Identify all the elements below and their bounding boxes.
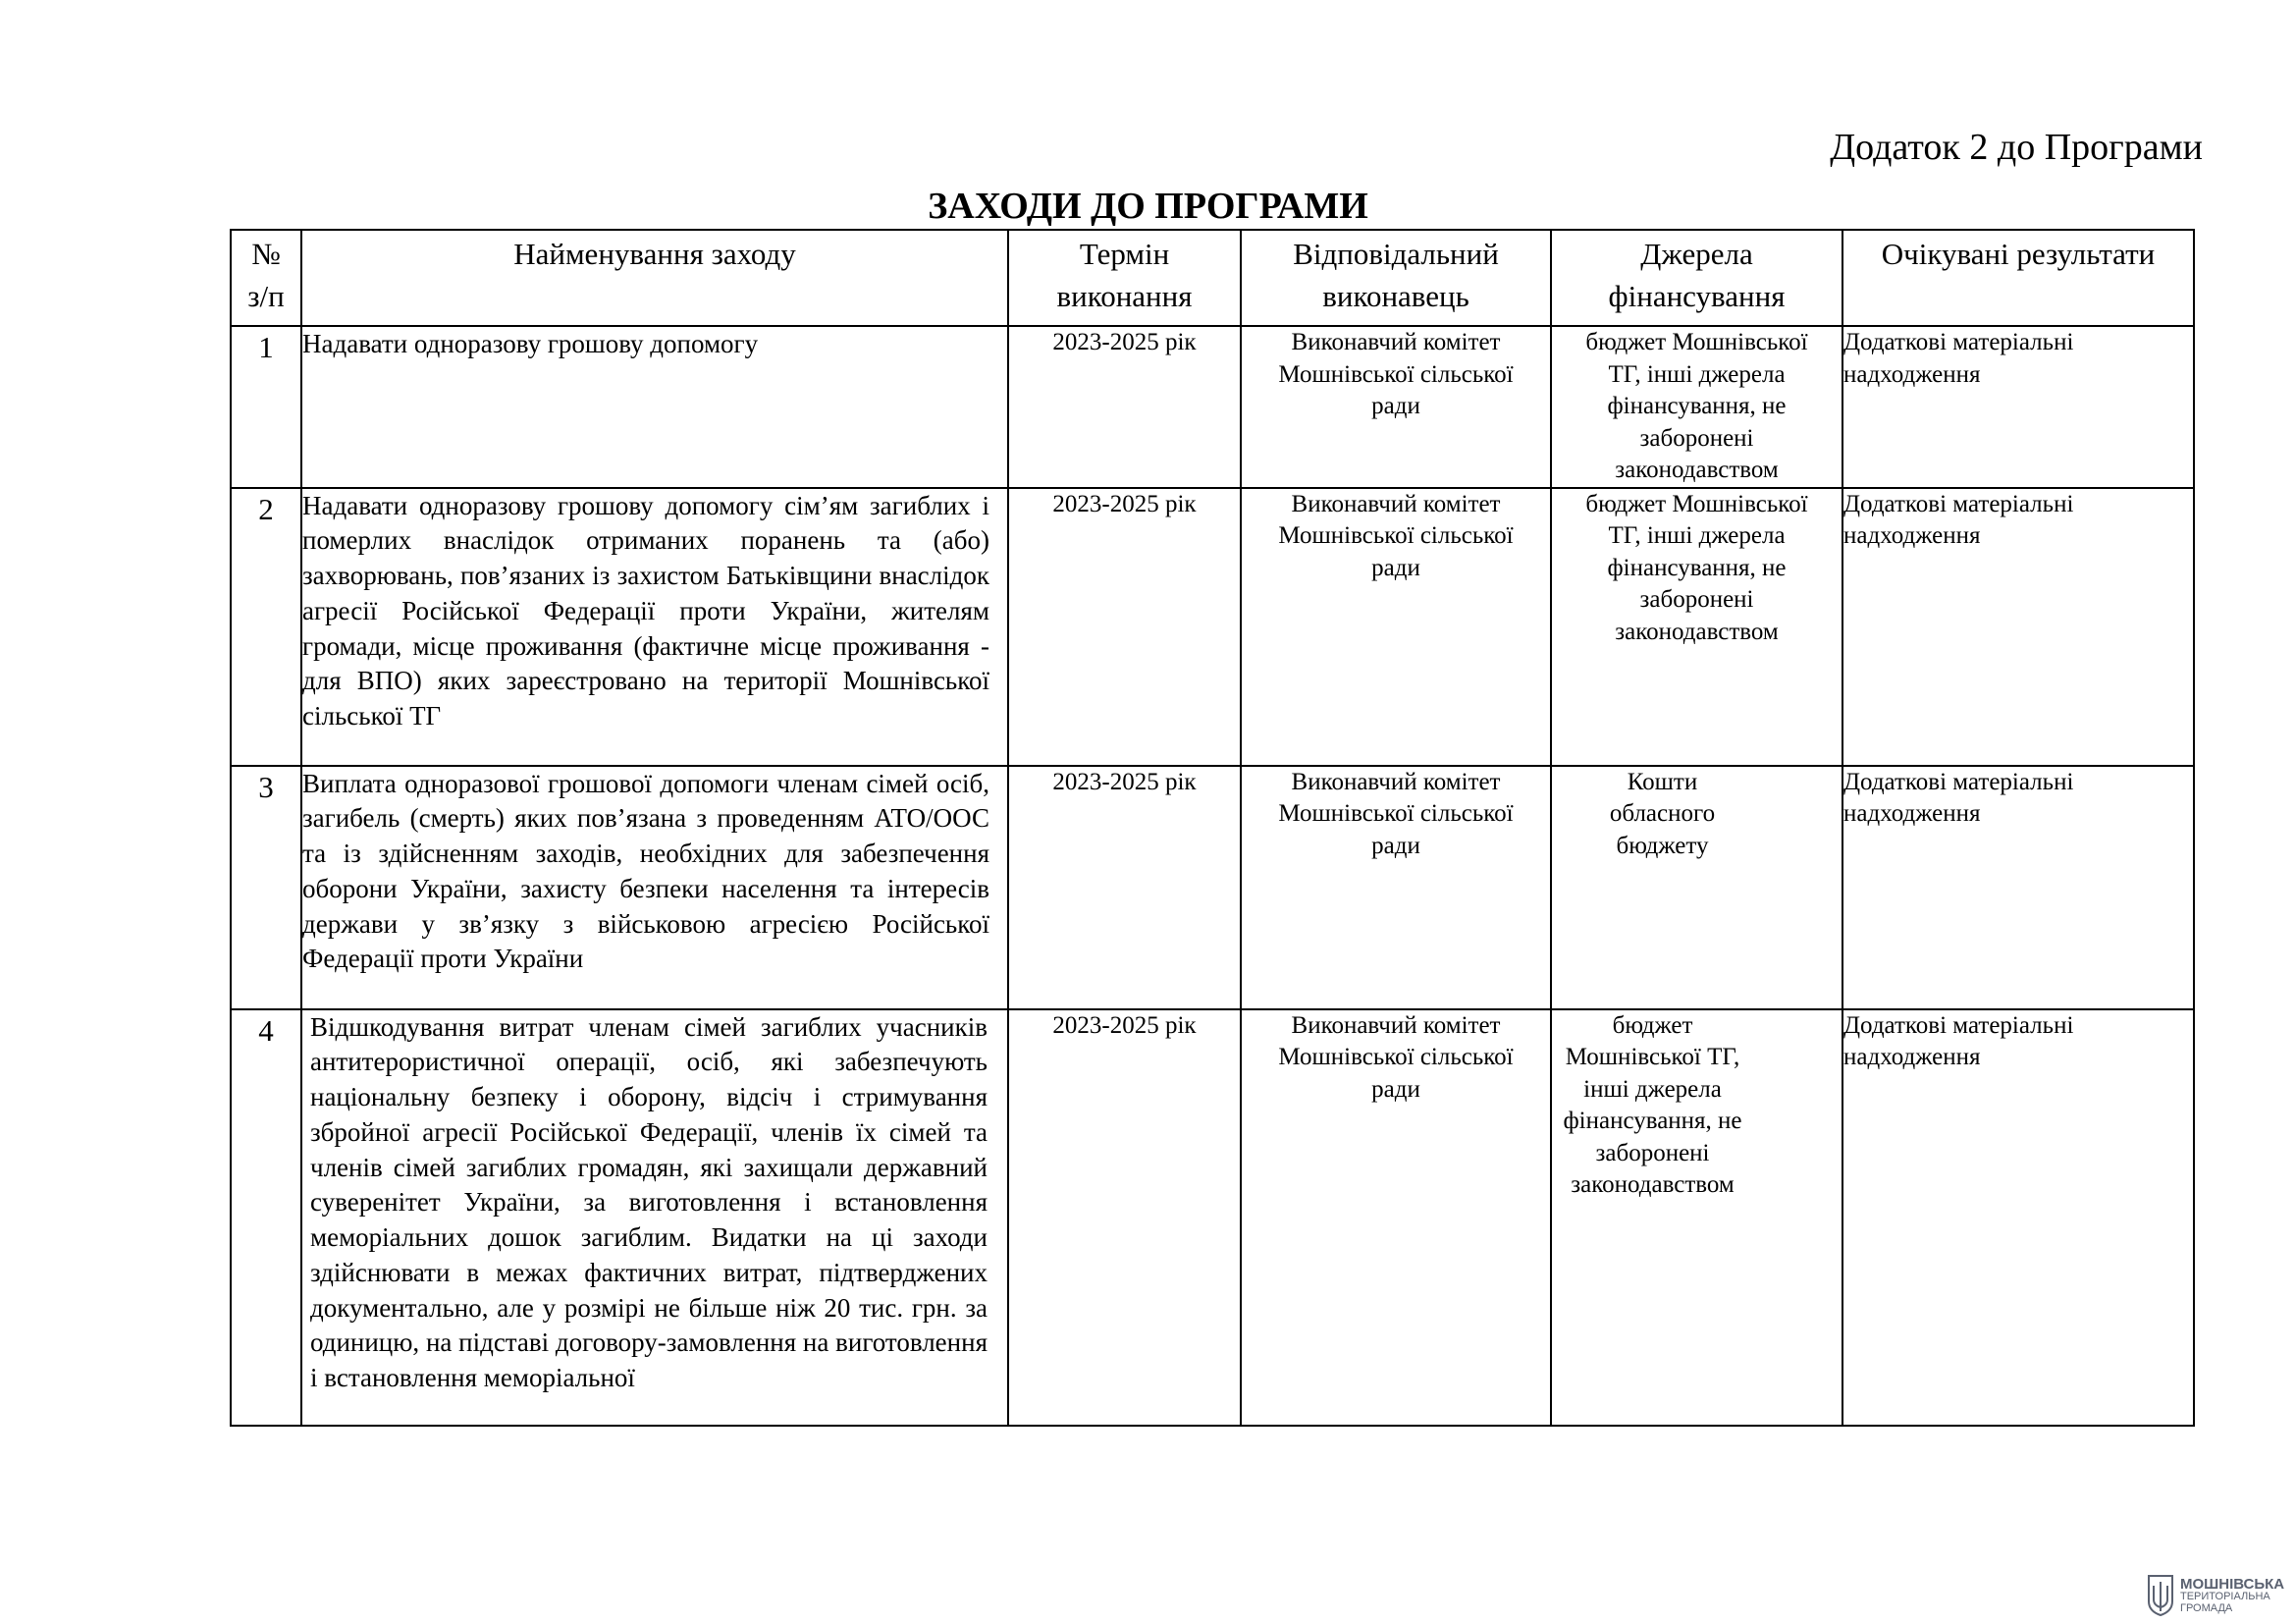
measure-name: Надавати одноразову грошову допомогу сім’ям загиблих і померлих внаслідок отриманих поранень та (або) захворювань, пов’язаних із захистом Батьківщини внаслідок агресії Російської Федерації проти України, жителям громади, місце проживання (фактичне місце проживання - для ВПО) яких зареєстровано на території Мошнівської сільської ТГ — [301, 488, 1008, 766]
header-measure-name: Найменування заходу — [301, 230, 1008, 326]
term-value: 2023-2025 рік — [1008, 326, 1241, 488]
table-header-row — [231, 230, 2194, 326]
header-expected-result: Очікувані результати — [1842, 230, 2194, 326]
row-number: 1 — [231, 326, 301, 488]
expected-result-value: Додаткові матеріальні надходження — [1842, 766, 2194, 1009]
executor-value: Виконавчий комітет Мошнівської сільської ради — [1241, 766, 1551, 1009]
header-funding-source: Джерела фінансування — [1551, 230, 1842, 326]
table-row — [231, 1009, 2194, 1426]
term-value: 2023-2025 рік — [1008, 766, 1241, 1009]
expected-result-value: Додаткові матеріальні надходження — [1842, 1009, 2194, 1426]
table-row — [231, 488, 2194, 766]
community-logo — [2146, 1574, 2284, 1617]
trident-emblem-icon — [2146, 1574, 2175, 1617]
expected-result-value: Додаткові матеріальні надходження — [1842, 326, 2194, 488]
measure-name: Відшкодування витрат членам сімей загиблих учасників антитерористичної операції, осіб, які забезпечують національну безпеку і оборону, відсіч і стримування збройної агресії Російської Федерації, членів їх сімей та членів сімей загиблих громадян, які захищали державний суверенітет України, за виготовлення і встановлення меморіальних дошок загиблим. Видатки на ці заходи здійснювати в межах фактичних витрат, підтверджених документально, але у розмірі не більше ніж 20 тис. грн. за одиницю, на підставі договору-замовлення на виготовлення і встановлення меморіальної — [301, 1009, 1008, 1426]
term-value: 2023-2025 рік — [1008, 488, 1241, 766]
row-number: 4 — [231, 1009, 301, 1426]
measure-name: Надавати одноразову грошову допомогу — [301, 326, 1008, 488]
header-number: № з/п — [231, 230, 301, 326]
community-logo-text: МОШНІВСЬКА ТЕРИТОРІАЛЬНА ГРОМАДА — [2180, 1575, 2285, 1614]
addendum-label: Додаток 2 до Програми — [1830, 127, 2203, 168]
row-number: 2 — [231, 488, 301, 766]
funding-source-value: Кошти обласного бюджету — [1551, 766, 1842, 1009]
executor-value: Виконавчий комітет Мошнівської сільської ради — [1241, 1009, 1551, 1426]
expected-result-value: Додаткові матеріальні надходження — [1842, 488, 2194, 766]
term-value: 2023-2025 рік — [1008, 1009, 1241, 1426]
measures-table — [230, 229, 2195, 1427]
header-term: Термін виконання — [1008, 230, 1241, 326]
row-number: 3 — [231, 766, 301, 1009]
funding-source-value: бюджет Мошнівської ТГ, інші джерела фінансування, не заборонені законодавством — [1551, 1009, 1842, 1426]
table-row — [231, 326, 2194, 488]
header-executor: Відповідальний виконавець — [1241, 230, 1551, 326]
funding-source-value: бюджет Мошнівської ТГ, інші джерела фінансування, не заборонені законодавством — [1551, 326, 1842, 488]
executor-value: Виконавчий комітет Мошнівської сільської ради — [1241, 488, 1551, 766]
executor-value: Виконавчий комітет Мошнівської сільської ради — [1241, 326, 1551, 488]
measure-name: Виплата одноразової грошової допомоги членам сімей осіб, загибель (смерть) яких пов’язана з проведенням АТО/ООС та із здійсненням заходів, необхідних для забезпечення оборони України, захисту безпеки населення та інтересів держави у зв’язку з військовою агресією Російської Федерації проти України — [301, 766, 1008, 1009]
funding-source-value: бюджет Мошнівської ТГ, інші джерела фінансування, не заборонені законодавством — [1551, 488, 1842, 766]
document-title: ЗАХОДИ ДО ПРОГРАМИ — [928, 186, 1368, 227]
table-row — [231, 766, 2194, 1009]
